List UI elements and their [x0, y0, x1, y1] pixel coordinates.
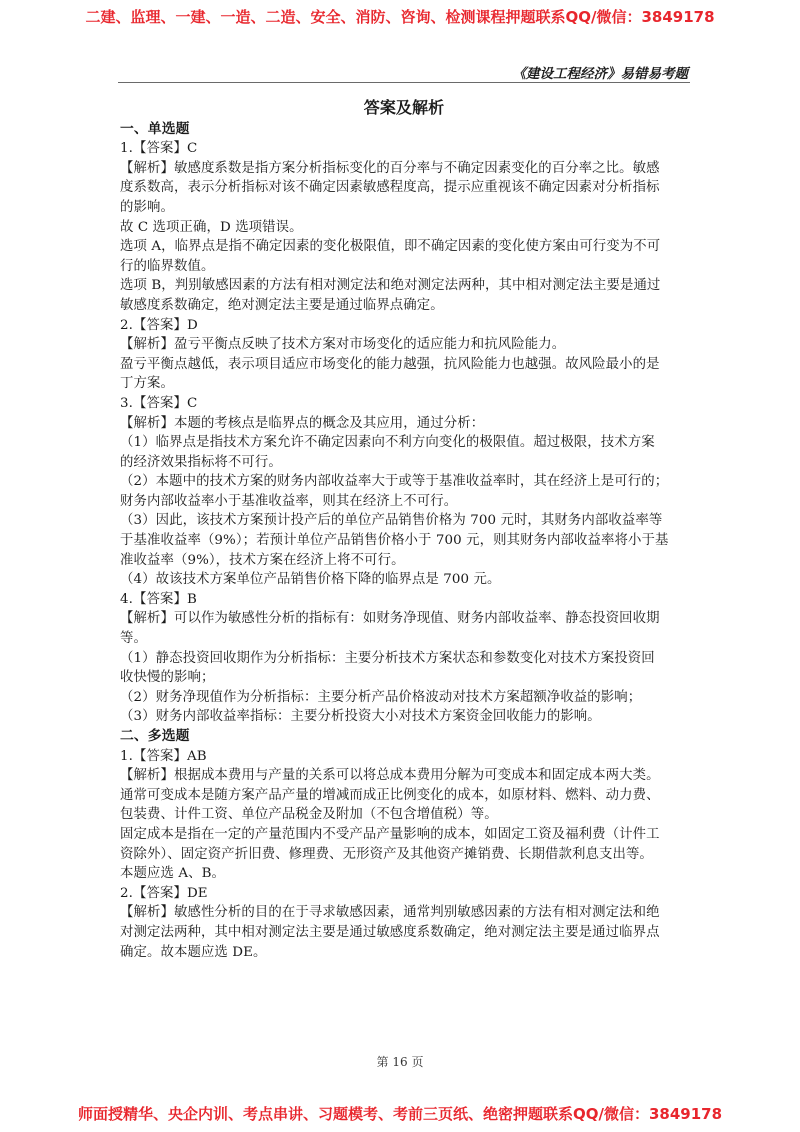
text-line: （1）临界点是指技术方案允许不确定因素向不利方向变化的极限值。超过极限，技术方案: [120, 435, 655, 451]
text-line: （1）静态投资回收期作为分析指标：主要分析技术方案状态和参数变化对技术方案投资回: [120, 650, 655, 666]
text-line: 3.【答案】C: [120, 395, 198, 411]
text-line: 选项 B，判别敏感因素的方法有相对测定法和绝对测定法两种，其中相对测定法主要是通过: [120, 278, 661, 294]
text-line: 【解析】本题的考核点是临界点的概念及其应用，通过分析：: [120, 415, 485, 431]
single-choice-answers: [120, 139, 688, 727]
text-line: 的影响。: [120, 199, 174, 215]
text-line: 【解析】可以作为敏感性分析的指标有：如财务净现值、财务内部收益率、静态投资回收期: [120, 611, 660, 627]
text-line: 于基准收益率（9%）；若预计单位产品销售价格小于 700 元，则其财务内部收益率将小于基: [120, 533, 669, 549]
text-line: 4.【答案】B: [120, 591, 197, 607]
answer-content: [120, 98, 688, 962]
text-line: 盈亏平衡点越低，表示项目适应市场变化的能力越强，抗风险能力也越强。故风险最小的是: [120, 356, 660, 372]
text-line: 【解析】盈亏平衡点反映了技术方案对市场变化的适应能力和抗风险能力。: [120, 337, 566, 353]
text-line: 行的临界数值。: [120, 258, 215, 274]
text-line: 确定。故本题应选 DE。: [120, 944, 267, 960]
text-line: （2）本题中的技术方案的财务内部收益率大于或等于基准收益率时，其在经济上是可行的；: [120, 474, 669, 490]
text-line: 本题应选 A、B。: [120, 866, 226, 882]
text-line: 【解析】敏感度系数是指方案分析指标变化的百分率与不确定因素变化的百分率之比。敏感: [120, 160, 660, 176]
text-line: 资除外）、固定资产折旧费、修理费、无形资产及其他资产摊销费、长期借款利息支出等。: [120, 846, 653, 862]
bottom-promo-banner: 师面授精华、央企内训、考点串讲、习题模考、考前三页纸、绝密押题联系QQ/微信：3849178: [77, 1105, 723, 1123]
text-line: 财务内部收益率小于基准收益率，则其在经济上不可行。: [120, 493, 458, 509]
text-line: 对测定法两种，其中相对测定法主要是通过敏感度系数确定，绝对测定法主要是通过临界点: [120, 924, 660, 940]
text-line: 等。: [120, 631, 147, 647]
text-line: 故 C 选项正确，D 选项错误。: [120, 219, 303, 235]
text-line: （3）因此，该技术方案预计投产后的单位产品销售价格为 700 元时，其财务内部收益率等: [120, 513, 663, 529]
text-line: （4）故该技术方案单位产品销售价格下降的临界点是 700 元。: [120, 572, 501, 588]
text-line: 1.【答案】AB: [120, 748, 207, 764]
text-line: 固定成本是指在一定的产量范围内不受产品产量影响的成本，如固定工资及福利费（计件工: [120, 826, 660, 842]
text-line: 度系数高，表示分析指标对该不确定因素敏感程度高，提示应重视该不确定因素对分析指标: [120, 180, 660, 196]
text-line: 1.【答案】C: [120, 141, 198, 157]
text-line: 通常可变成本是随方案产品产量的增减而成正比例变化的成本，如原材料、燃料、动力费、: [120, 787, 660, 803]
text-line: （3）财务内部收益率指标：主要分析投资大小对技术方案资金回收能力的影响。: [120, 709, 601, 725]
text-line: 选项 A，临界点是指不确定因素的变化极限值，即不确定因素的变化使方案由可行变为不可: [120, 239, 661, 255]
header-title: 《建设工程经济》易错易考题: [512, 66, 688, 82]
text-line: 【解析】敏感性分析的目的在于寻求敏感因素，通常判别敏感因素的方法有相对测定法和绝: [120, 905, 660, 921]
header-rule: [118, 82, 690, 83]
text-line: 的经济效果指标将不可行。: [120, 454, 282, 470]
section-single-choice: 一、单选题: [120, 120, 190, 137]
doc-title: 答案及解析: [363, 98, 445, 117]
multi-choice-answers: [120, 747, 688, 963]
text-line: 2.【答案】DE: [120, 885, 208, 901]
section-multi-choice: 二、多选题: [120, 728, 190, 744]
top-promo-banner: 二建、监理、一建、一造、二造、安全、消防、咨询、检测课程押题联系QQ/微信：3849178: [85, 8, 715, 26]
page-number: 第 16 页: [376, 1055, 424, 1069]
text-line: 准收益率（9%），技术方案在经济上将不可行。: [120, 552, 405, 568]
text-line: 收快慢的影响；: [120, 670, 215, 686]
text-line: 2.【答案】D: [120, 317, 198, 333]
text-line: 包装费、计件工资、单位产品税金及附加（不包含增值税）等。: [120, 807, 498, 823]
text-line: 敏感度系数确定，绝对测定法主要是通过临界点确定。: [120, 297, 444, 313]
text-line: 丁方案。: [120, 376, 174, 392]
text-line: 【解析】根据成本费用与产量的关系可以将总成本费用分解为可变成本和固定成本两大类。: [120, 768, 660, 784]
text-line: （2）财务净现值作为分析指标：主要分析产品价格波动对技术方案超额净收益的影响；: [120, 689, 642, 705]
